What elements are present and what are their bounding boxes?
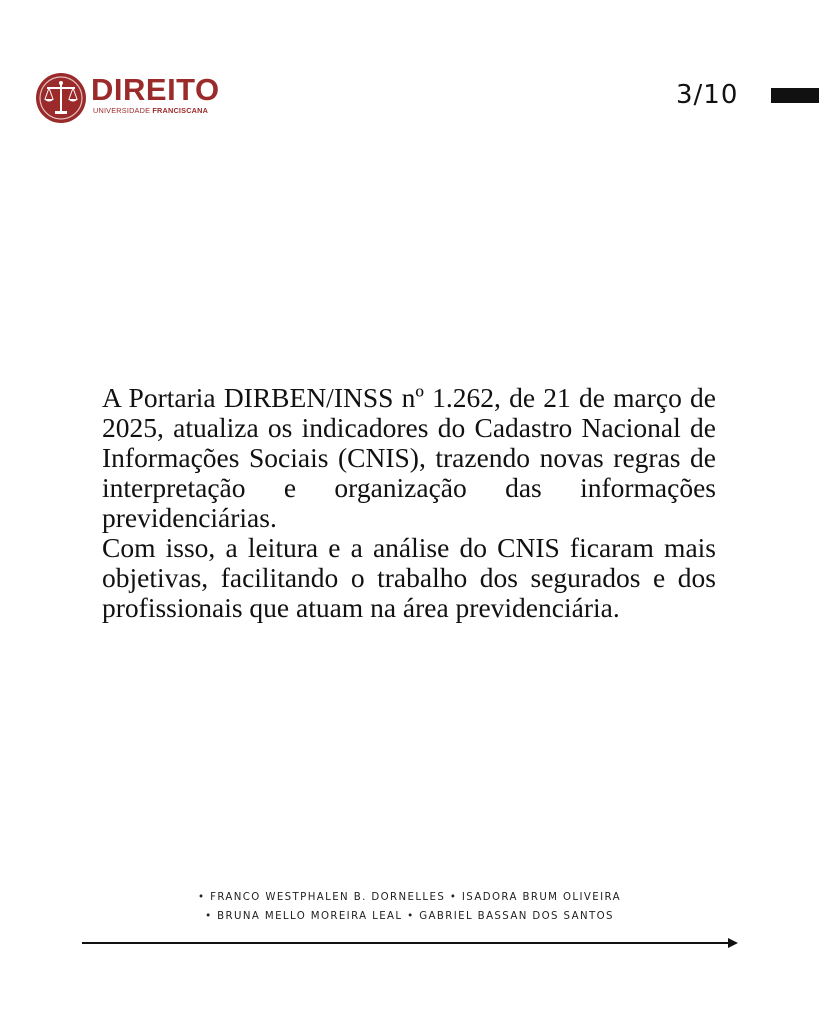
authors-credits xyxy=(82,888,737,926)
body-text xyxy=(102,383,716,623)
authors-line-2: • BRUNA MELLO MOREIRA LEAL • GABRIEL BASSAN DOS SANTOS xyxy=(205,911,614,922)
paragraph-portaria: A Portaria DIRBEN/INSS nº 1.262, de 21 de março de 2025, atualiza os indicadores do Cadastro Nacional de Informações Sociais (CNIS), trazendo novas regras de interpretação e organização das informações previdenciárias. xyxy=(102,382,716,533)
logo-title: DIREITO xyxy=(91,72,220,107)
logo-subtitle-franciscana: FRANCISCANA xyxy=(152,106,209,115)
paragraph-conclusion: Com isso, a leitura e a análise do CNIS ficaram mais objetivas, facilitando o trabalho dos segurados e dos profissionais que atuam na área previdenciária. xyxy=(102,532,716,623)
authors-line-1: • FRANCO WESTPHALEN B. DORNELLES • ISADORA BRUM OLIVEIRA xyxy=(198,892,621,903)
logo-subtitle xyxy=(93,107,208,114)
arrow-right-icon xyxy=(80,935,740,951)
page-counter: 3/10 xyxy=(676,80,739,110)
university-logo xyxy=(35,70,235,126)
scales-of-justice-icon xyxy=(35,72,87,124)
logo-subtitle-university: UNIVERSIDADE xyxy=(93,106,153,115)
page-indicator-bar xyxy=(771,88,819,103)
